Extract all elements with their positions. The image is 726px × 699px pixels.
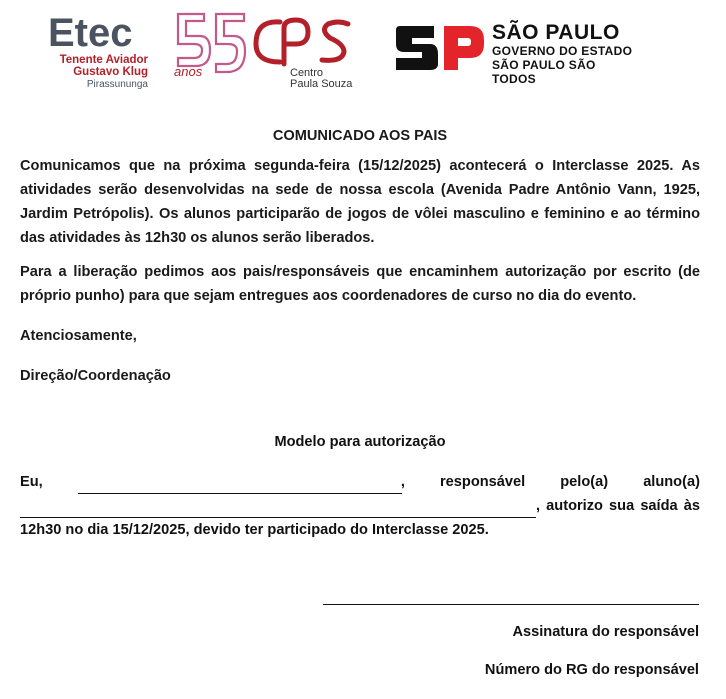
etec-logo [48,12,148,94]
communique-paragraph-2: Para a liberação pedimos aos pais/responsáveis que encaminhem autorização por escrito (de próprio punho) para que sejam entregues aos coordenadores de curso no dia do evento. [20,264,700,304]
authorization-form [20,470,700,542]
cps-letter-p [284,20,308,64]
sao-paulo-emblem [394,22,486,72]
authorization-row-2 [20,494,700,518]
sao-paulo-line2: GOVERNO DO ESTADO [492,44,633,58]
sao-paulo-line3: SÃO PAULO SÃO TODOS [492,58,596,86]
cps-logo-years: anos [174,64,203,79]
etec-logo-line1: Tenente Aviador [59,54,148,66]
header [0,0,726,100]
cps-55-first-digit [178,14,210,66]
etec-logo-word: Etec [48,11,133,55]
etec-logo-city: Pirassununga [86,79,148,90]
cps-55-second-digit [216,14,245,72]
guardian-name-blank[interactable] [78,477,402,494]
signature-line[interactable] [323,604,699,605]
cps-letter-s [322,22,348,60]
authorization-responsavel: responsável [440,474,526,490]
rg-label: Número do RG do responsável [484,662,699,678]
authorization-autorizo: , autorizo sua saída às [536,498,700,514]
communique-title: COMUNICADO AOS PAIS [272,128,448,144]
communique [20,124,700,388]
etec-logo-line2: Gustavo Klug [73,66,148,78]
cps-logo-text [290,68,352,90]
sp-emblem-p [444,26,484,70]
authorization-eu: Eu, [20,474,43,490]
sao-paulo-text [492,22,634,86]
cps-logo-line1: Centro [290,67,324,79]
communique-paragraph-1: Comunicamos que na próxima segunda-feira (15/12/2025) acontecerá o Interclasse 2025. As atividades serão desenvolvidas na sede de nossa escola (Avenida Padre Antônio Vann, 1925, Jardim Petrópolis). Os alunos participarão de jogos de vôlei masculino e feminino e ao término das atividades às 12h30 os alunos serão liberados. [20,158,700,246]
sp-emblem-s [396,26,438,70]
communique-signature: Direção/Coordenação [20,368,171,384]
cps-logo-line2: Paula Souza [290,78,353,90]
student-name-blank[interactable] [20,501,536,518]
authorization-title: Modelo para autorização [274,434,446,450]
authorization-row-1 [20,470,700,494]
authorization-pelo: pelo(a) [560,474,609,490]
sao-paulo-logo [394,21,634,86]
cps-letter-c [256,22,280,62]
cps-logo [172,10,362,90]
authorization-row-3: 12h30 no dia 15/12/2025, devido ter participado do Interclasse 2025. [20,522,489,538]
authorization-aluno: aluno(a) [643,474,700,490]
communique-closing: Atenciosamente, [20,328,137,344]
comma: , [400,474,405,490]
signature-label: Assinatura do responsável [512,624,699,640]
sao-paulo-line1: SÃO PAULO [492,21,620,44]
